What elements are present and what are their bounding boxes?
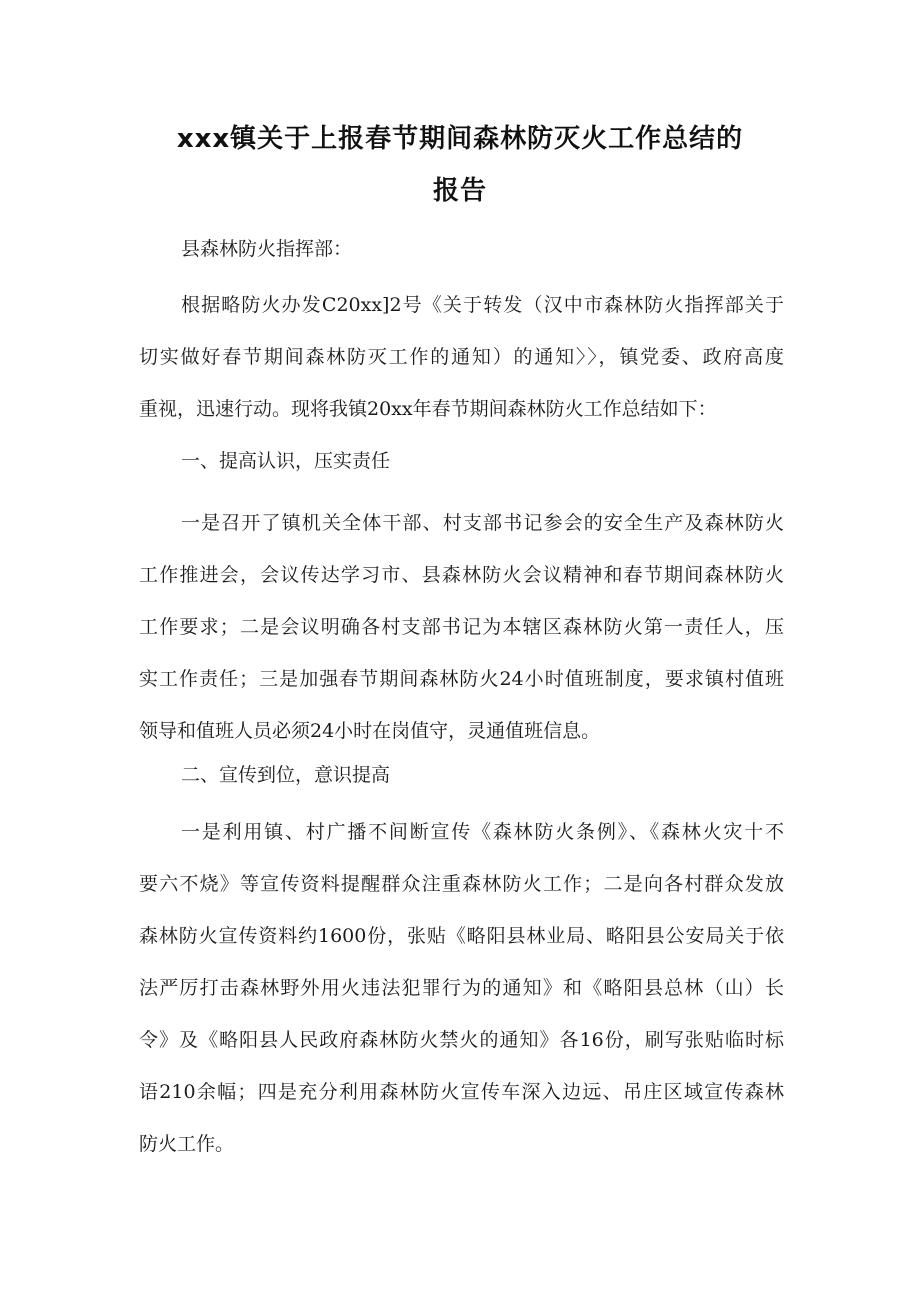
section1-line: 实工作责任；三是加强春节期间森林防火24小时值班制度，要求镇村值班: [139, 668, 784, 690]
section2-line: 法严厉打击森林野外用火违法犯罪行为的通知》和《略阳县总林（山）长: [139, 977, 784, 999]
section2-line: 要六不烧》等宣传资料提醒群众注重森林防火工作；二是向各村群众发放: [139, 873, 784, 895]
section2-line: 令》及《略阳县人民政府森林防火禁火的通知》各16份，刷写张贴临时标: [139, 1029, 784, 1051]
section1-paragraph: [139, 497, 784, 757]
section2-heading-text: 二、宣传到位，意识提高: [181, 764, 391, 786]
intro-line: 根据略防火办发C20xx]2号《关于转发（汉中市森林防火指挥部关于: [181, 294, 784, 316]
section2-line: 防火工作。: [139, 1133, 235, 1155]
section1-line: 工作推进会，会议传达学习市、县森林防火会议精神和春节期间森林防火: [139, 564, 784, 586]
section2-line: 一是利用镇、村广播不间断宣传《森林防火条例》、《森林火灾十不: [181, 821, 784, 843]
intro-paragraph: [139, 279, 784, 435]
section2-line: 森林防火宣传资料约1600份，张贴《略阳县林业局、略阳县公安局关于依: [139, 925, 784, 947]
document-title-line1: xxx镇关于上报春节期间森林防灭火工作总结的: [176, 124, 744, 154]
salutation-text: 县森林防火指挥部：: [181, 238, 353, 260]
document-title-line2: 报告: [432, 176, 487, 206]
section1-line: 领导和值班人员必须24小时在岗值守，灵通值班信息。: [139, 720, 601, 742]
salutation: [139, 223, 784, 275]
intro-line: 重视，迅速行动。现将我镇20xx年春节期间森林防火工作总结如下：: [139, 398, 717, 420]
section1-line: 工作要求；二是会议明确各村支部书记为本辖区森林防火第一责任人，压: [139, 616, 784, 638]
section2-heading: [139, 749, 784, 801]
section1-line: 一是召开了镇机关全体干部、村支部书记参会的安全生产及森林防火: [181, 512, 784, 534]
intro-line: 切实做好春节期间森林防灭工作的通知）的通知〉〉，镇党委、政府高度: [139, 346, 784, 368]
section1-heading-text: 一、提高认识，压实责任: [181, 450, 391, 472]
section1-heading: [139, 435, 784, 487]
section2-line: 语210余幅；四是充分利用森林防火宣传车深入边远、吊庄区域宣传森林: [139, 1081, 784, 1103]
section2-paragraph: [139, 806, 784, 1170]
